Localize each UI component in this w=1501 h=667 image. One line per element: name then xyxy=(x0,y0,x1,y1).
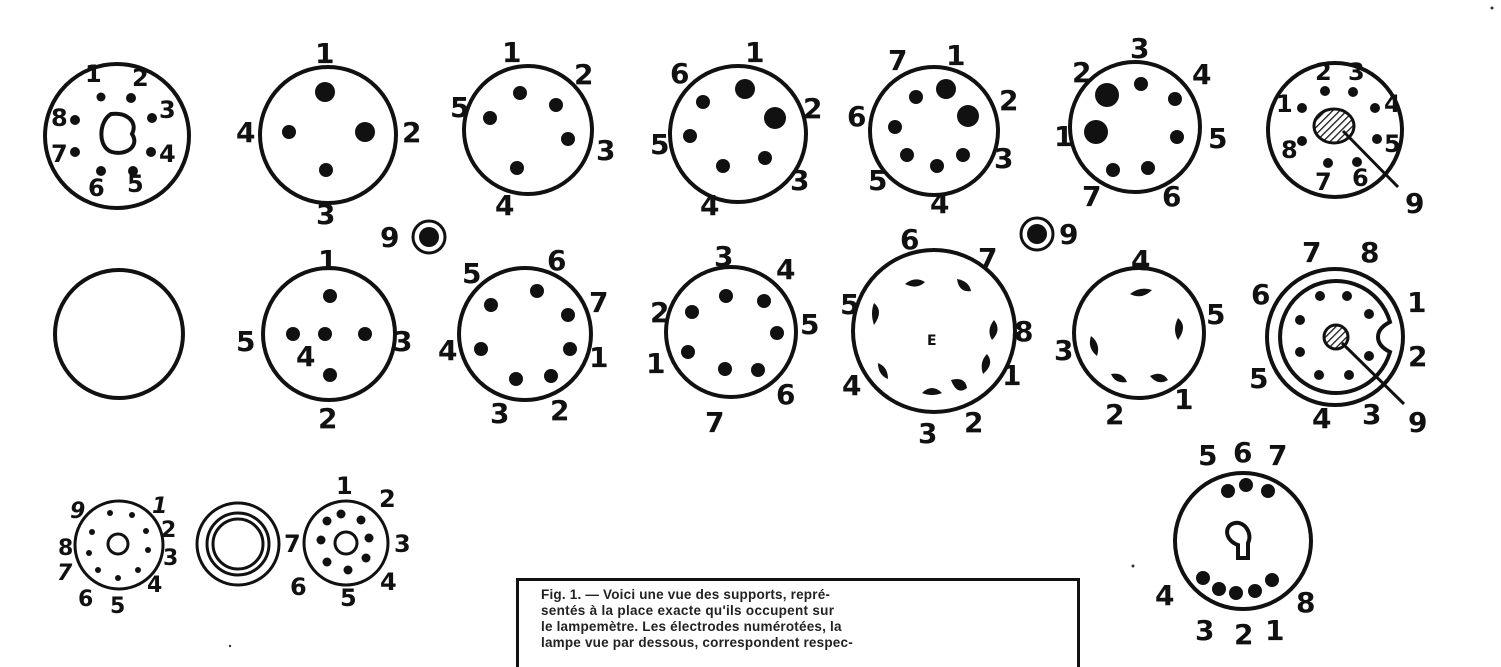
pin-label: 3 xyxy=(596,134,616,167)
pin-label: 3 xyxy=(394,530,411,558)
pin-label: 1 xyxy=(502,36,522,69)
pin-label: 4 xyxy=(930,187,950,220)
pin-label: 2 xyxy=(318,402,338,435)
pin-label: 5 xyxy=(868,164,888,197)
pin-label: 7 xyxy=(284,530,301,558)
pin-label: 6 xyxy=(1352,164,1369,192)
pin-label: 4 xyxy=(147,573,163,598)
pin-label: 4 xyxy=(380,568,397,596)
socket-blank xyxy=(55,270,183,398)
socket-concentric-ring xyxy=(197,503,279,585)
pin-label: 5 xyxy=(840,288,860,321)
socket-side-contact-eight xyxy=(840,223,1033,450)
pin-label: 9 xyxy=(1405,187,1425,220)
pin-label: 2 xyxy=(1408,340,1428,373)
pin-label: 7 xyxy=(1315,168,1332,196)
pin-label: 6 xyxy=(776,378,796,411)
socket-four-pin xyxy=(236,37,421,231)
socket-octal-top-left xyxy=(45,60,189,208)
pin-label: 5 xyxy=(236,325,256,358)
pin-label: 2 xyxy=(1072,56,1092,89)
pin-label: 8 xyxy=(1296,586,1316,619)
pin-label: 5 xyxy=(110,594,126,619)
pin-label: 1 xyxy=(318,244,338,277)
socket-noval xyxy=(57,494,178,619)
pin-label: 1 xyxy=(1407,286,1427,319)
pin-label: 2 xyxy=(999,84,1019,117)
pin-label: 4 xyxy=(236,116,256,149)
pin-label: 1 xyxy=(646,347,666,380)
pin-label: 1 xyxy=(1265,614,1285,647)
pin-label: 3 xyxy=(1054,334,1074,367)
pin-label: 3 xyxy=(159,96,176,124)
pin-label: 5 xyxy=(462,257,482,290)
pin-label: 1 xyxy=(1276,90,1293,118)
pin-label: 5 xyxy=(1384,130,1401,158)
pin-label: 5 xyxy=(127,170,144,198)
socket-miniature-seven xyxy=(438,244,608,430)
pin-label: 4 xyxy=(495,189,515,222)
pin-label: 6 xyxy=(290,573,307,601)
pin-label: 6 xyxy=(670,57,690,90)
pin-label: 1 xyxy=(1054,120,1074,153)
stray-mark: E xyxy=(927,333,937,349)
pin-label: 8 xyxy=(1360,236,1380,269)
pin-label: 4 xyxy=(1131,244,1151,277)
pin-label: 2 xyxy=(574,58,594,91)
pin-label: 4 xyxy=(159,140,176,168)
pin-label: 3 xyxy=(1130,32,1150,65)
pin-label: 3 xyxy=(490,397,510,430)
pin-label: 5 xyxy=(650,128,670,161)
speck xyxy=(1491,7,1494,10)
pin-label: 7 xyxy=(888,44,908,77)
pin-label: 2 xyxy=(650,296,670,329)
pin-label: 3 xyxy=(918,417,938,450)
pin-label: 4 xyxy=(438,334,458,367)
socket-loctal-ring xyxy=(1249,236,1427,439)
pin-label: 2 xyxy=(803,92,823,125)
pin-label: 3 xyxy=(1195,614,1215,647)
pin-label: 5 xyxy=(1208,122,1228,155)
pin-label: 6 xyxy=(847,100,867,133)
pin-label: 3 xyxy=(316,198,336,231)
pin-label: 2 xyxy=(1234,618,1254,651)
pin-label: 7 xyxy=(1082,180,1102,213)
pin-label: 1 xyxy=(589,341,609,374)
pin-label: 7 xyxy=(705,406,725,439)
socket-seven-pin-top xyxy=(847,39,1018,220)
socket-five-pin-center xyxy=(236,244,412,435)
pin-label: 1 xyxy=(85,60,102,88)
pin-label: 2 xyxy=(161,518,177,543)
speck xyxy=(1132,565,1135,568)
pin-label: 1 xyxy=(152,494,168,519)
pin-label: 7 xyxy=(1268,439,1288,472)
pin-label: 2 xyxy=(402,116,422,149)
pin-label: 6 xyxy=(900,223,920,256)
pin-label: 3 xyxy=(714,240,734,273)
pin-label: 7 xyxy=(978,242,998,275)
socket-side-contact-five xyxy=(1054,244,1225,431)
pin-label: 3 xyxy=(790,164,810,197)
pin-label: 7 xyxy=(589,286,609,319)
socket-seven-pin-right xyxy=(1054,32,1227,213)
pin-label: 5 xyxy=(450,91,470,124)
pin-label: 1 xyxy=(1174,383,1194,416)
figure-caption-box xyxy=(516,578,1080,667)
caption-line: sentés à la place exacte qu'ils occupent sur xyxy=(541,603,835,618)
pin-label: 2 xyxy=(379,485,396,513)
pin-label: 3 xyxy=(1348,58,1365,86)
pin-label: 2 xyxy=(132,64,149,92)
speck xyxy=(229,645,231,647)
pin-label: 3 xyxy=(163,546,179,571)
pin-label: 6 xyxy=(1233,436,1253,469)
top-cap-label: 9 xyxy=(1059,218,1079,251)
pin-label: 5 xyxy=(800,308,820,341)
socket-six-pin xyxy=(650,36,822,222)
pin-label: 5 xyxy=(1206,298,1226,331)
pin-label: 8 xyxy=(51,104,68,132)
pin-label: 2 xyxy=(964,406,984,439)
pin-label: 5 xyxy=(1198,439,1218,472)
pin-label: 7 xyxy=(1302,236,1322,269)
pin-label: 5 xyxy=(1249,362,1269,395)
pin-label: 6 xyxy=(1162,180,1182,213)
caption-line: lampe vue par dessous, correspondent respec- xyxy=(541,635,853,650)
pin-label: 1 xyxy=(745,36,765,69)
pin-label: 1 xyxy=(315,37,335,70)
socket-five-pin-top xyxy=(450,36,615,222)
top-cap-label: 9 xyxy=(380,221,400,254)
pin-label: 6 xyxy=(1251,278,1271,311)
pin-label: 6 xyxy=(547,244,567,277)
pin-label: 4 xyxy=(1155,579,1175,612)
socket-six-pin-bottom xyxy=(646,240,819,439)
pin-label: 4 xyxy=(1312,402,1332,435)
pin-label: 4 xyxy=(842,369,862,402)
pin-label: 1 xyxy=(336,472,353,500)
top-cap-right xyxy=(1021,218,1078,251)
pin-label: 8 xyxy=(58,536,74,561)
pin-label: 1 xyxy=(946,39,966,72)
socket-octal-bottom-right xyxy=(1155,436,1315,651)
pin-label: 2 xyxy=(1315,58,1332,86)
pin-label: 4 xyxy=(776,253,796,286)
pin-label: 4 xyxy=(700,189,720,222)
pin-label: 1 xyxy=(1002,359,1022,392)
top-cap-left xyxy=(380,221,445,254)
pin-label: 8 xyxy=(1281,136,1298,164)
pin-label: 3 xyxy=(393,325,413,358)
pin-label: 9 xyxy=(70,499,86,524)
pin-label: 7 xyxy=(51,140,68,168)
pin-label: 8 xyxy=(1014,315,1034,348)
socket-loctal-top-right xyxy=(1268,58,1424,220)
pin-label: 4 xyxy=(1384,90,1401,118)
pin-label: 3 xyxy=(1362,398,1382,431)
pin-label: 7 xyxy=(57,561,73,586)
pin-label: 4 xyxy=(1192,58,1212,91)
caption-line: Fig. 1. — Voici une vue des supports, repré- xyxy=(541,587,831,602)
pin-label: 5 xyxy=(340,584,357,612)
pin-label: 2 xyxy=(550,394,570,427)
pin-label: 2 xyxy=(1105,398,1125,431)
pin-label: 9 xyxy=(1408,406,1428,439)
figure-caption xyxy=(541,587,1071,651)
pin-label: 3 xyxy=(994,142,1014,175)
pin-label: 6 xyxy=(78,587,94,612)
caption-line: le lampemètre. Les électrodes numérotées, la xyxy=(541,619,842,634)
socket-miniature-seven-bottom xyxy=(284,472,411,612)
pin-label: 4 xyxy=(296,340,316,373)
pin-label: 6 xyxy=(88,174,105,202)
